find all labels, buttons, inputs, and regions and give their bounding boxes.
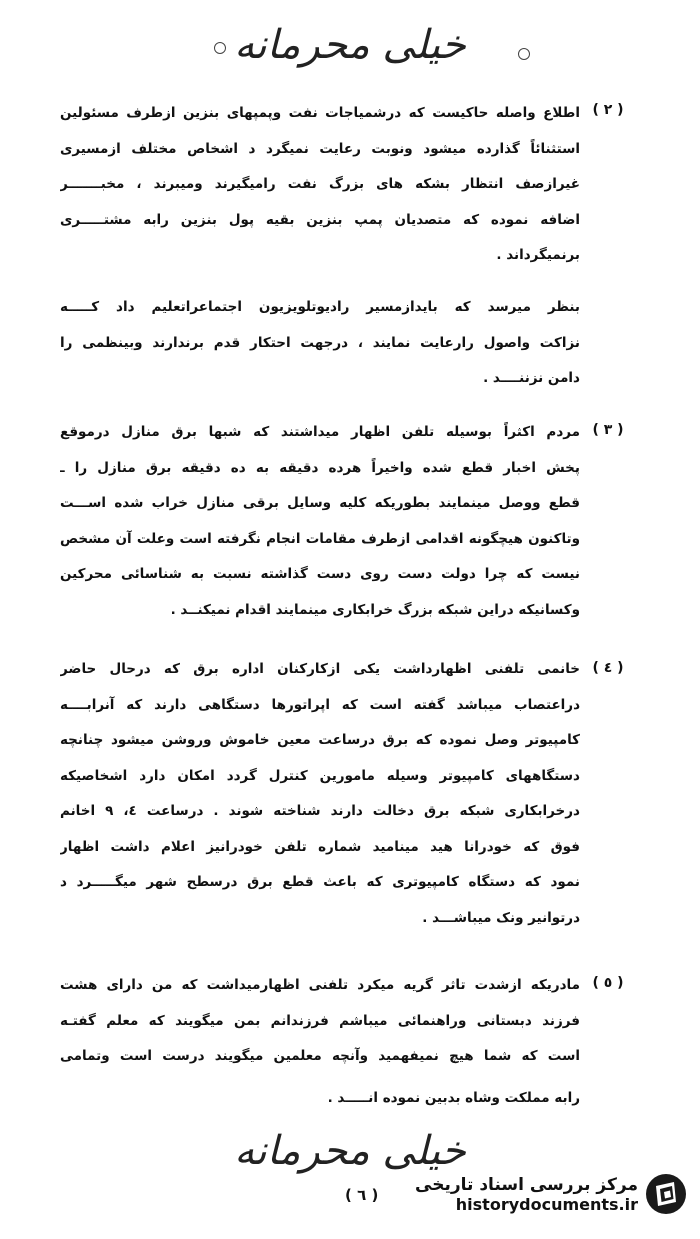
text-line: درتوانیر ونک میباشـــد .: [422, 909, 580, 926]
classification-stamp-top: خیلی محرمانه: [234, 22, 466, 68]
paragraph-item-4: [60, 652, 580, 936]
text-line: استثنائاً گذارده میشود ونوبت رعایت نمیگرد د اشخاص مختلف ازمسیری: [60, 140, 580, 157]
text-line: بنظر میرسد که بایدازمسیر رادیوتلویزیون اجتماعراتعلیم داد کـــــه: [60, 299, 580, 315]
text-line: وتاکنون هیچگونه اقدامی ازطرف مقامات انجام نگرفته است وعلت آن مشخص: [60, 530, 580, 547]
watermark-url: historydocuments.ir: [455, 1194, 638, 1214]
paragraph-recommendation: [60, 290, 580, 397]
archive-watermark: [415, 1172, 688, 1216]
text-line: اطلاع واصله حاکیست که درشمیاجات نفت وپمپهای بنزین ازطرف مسئولین: [60, 105, 580, 121]
item-number-5: ( ٥ ): [592, 975, 624, 991]
page-number: ( ٦ ): [345, 1186, 379, 1204]
paragraph-item-2: [60, 96, 580, 274]
text-line: مردم اکثراً بوسیله تلفن اظهار میداشتند که شبها برق منازل درموقع: [60, 424, 580, 440]
paragraph-item-3: [60, 415, 580, 628]
classification-stamp-bottom: خیلی محرمانه: [234, 1128, 466, 1174]
punch-hole-right: [518, 48, 530, 60]
text-line: نمود که دستگاه کامپیوتری که باعث قطع برق درسطح شهر میگـــــرد د: [60, 874, 580, 890]
text-line: دامن نزننــــد .: [483, 370, 580, 386]
text-line: دستگاههای کامپیوتر وسیله مامورین کنترل گردد امکان دارد اشخاصیکه: [60, 767, 580, 784]
text-line: دراعتصاب میباشد گفته است که اپراتورها دستگاهی دارند که آنرابــــه: [60, 696, 580, 713]
text-line: برنمیگرداند .: [496, 247, 580, 263]
text-line: درخرابکاری شبکه برق دخالت دارند شناخته شوند . درساعت ٤، ٩ اخانم: [60, 803, 580, 819]
item-number-4: ( ٤ ): [592, 660, 624, 676]
punch-hole-left: [214, 42, 226, 54]
text-line: قطع ووصل مینمایند بطوریکه کلیه وسایل برقی منازل خراب شده اســـت: [60, 495, 580, 511]
text-line: است که شما هیچ نمیفهمید وآنچه معلمین میگویند درست است وتمامی: [60, 1048, 580, 1064]
text-line: غیرازصف انتظار بشکه های بزرگ نفت رامیگیرند ومیبرند ، مخبـــــــر: [60, 176, 580, 192]
text-line: پخش اخبار قطع شده واخیراً هرده دقیقه به ده دقیقه برق منازل را ـ: [60, 459, 580, 476]
text-line: خانمی تلفنی اظهارداشت یکی ازکارکنان اداره برق که درحال حاضر: [60, 661, 580, 677]
paragraph-item-5: [60, 968, 580, 1116]
text-line: کامپیوتر وصل نموده که برق درساعت معین خاموش وروشن میشود چنانچه: [60, 732, 580, 748]
text-line: فوق که خودرانا هید مینامید شماره تلفن خودرانیز اعلام داشت اظهار: [60, 838, 580, 855]
text-line: نیست که چرا دولت دست روی دست گذاشته نسبت به شناسائی محرکین: [60, 566, 580, 582]
text-line: رابه مملکت وشاه بدبین نموده انـــــد .: [327, 1089, 580, 1106]
text-line: مادریکه ازشدت تاثر گریه میکرد تلفنی اظهارمیداشت که من دارای هشت: [60, 977, 580, 993]
watermark-title: مرکز بررسی اسناد تاریخی: [415, 1174, 638, 1195]
text-line: اضافه نموده که متصدیان پمپ بنزین بقیه پول بنزین رابه مشتـــــری: [60, 211, 580, 228]
text-line: فرزند دبستانی وراهنمائی میباشم فرزندانم بمن میگویند که معلم گفتـه: [60, 1012, 580, 1029]
watermark-text: [415, 1175, 638, 1214]
text-line: نزاکت واصول رارعایت نمایند ، درجهت احتکار قدم برندارند وبینظمی را: [60, 334, 580, 351]
text-line: وکسانیکه دراین شبکه بزرگ خرابکاری مینمایند اقدام نمیکنــد .: [170, 601, 580, 618]
item-number-3: ( ۳ ): [592, 422, 624, 438]
item-number-2: ( ۲ ): [592, 102, 624, 118]
archive-logo-icon: [644, 1172, 688, 1216]
